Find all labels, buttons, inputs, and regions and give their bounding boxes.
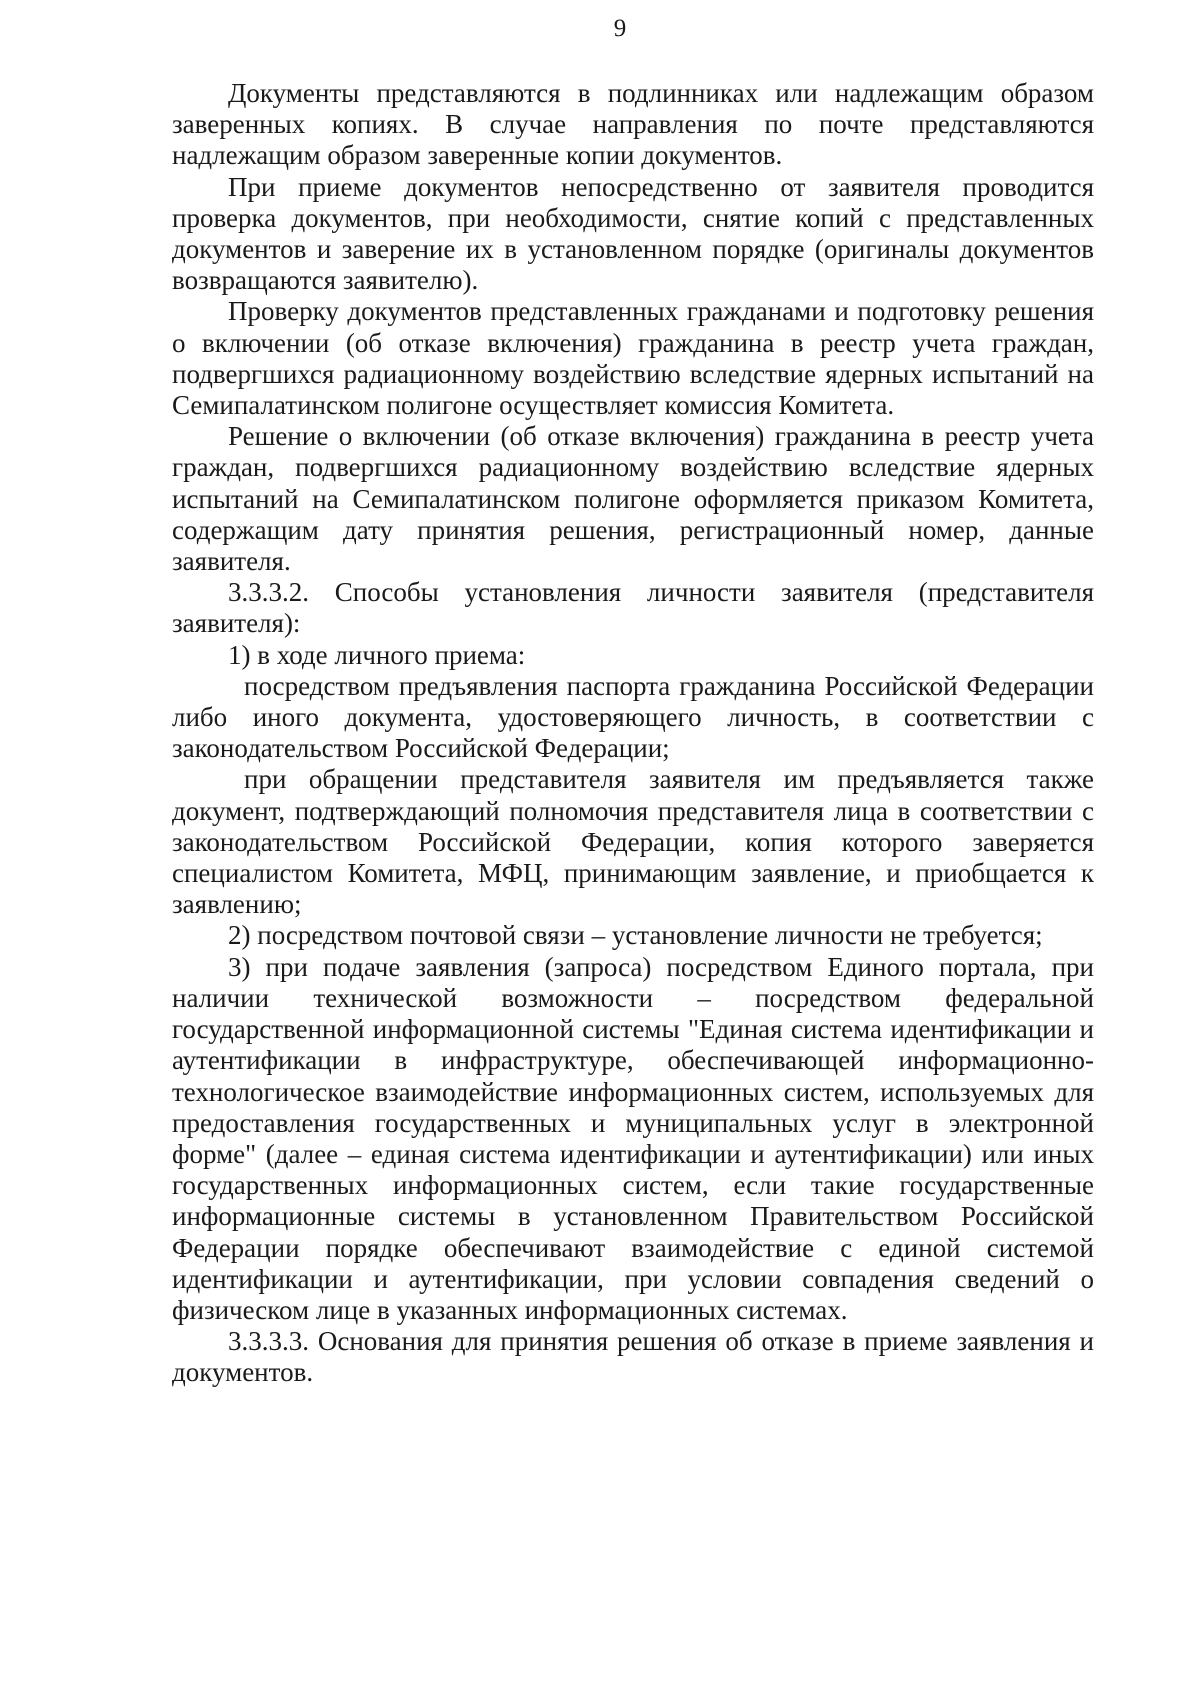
list-item-1-representative: при обращении представителя заявителя им предъявляется также документ, подтверждающий полномочия представителя лица в соответствии с законодательством Российской Федерации, копия которого заверяется специалистом Комитета, МФЦ, принимающим заявление, и приобщается к заявлению; [172, 764, 1094, 920]
paragraph-documents-check: При приеме документов непосредственно от заявителя проводится проверка документов, при необходимости, снятие копий с представленных документов и заверение их в установленном порядке (оригиналы документов возвращаются заявителю). [172, 171, 1094, 296]
paragraph-commission: Проверку документов представленных гражданами и подготовку решения о включении (об отказе включения) гражданина в реестр учета граждан, подвергшихся радиационному воздействию вследствие ядерных испытаний на Семипалатинском полигоне осуществляет комиссия Комитета. [172, 296, 1094, 421]
list-item-2: 2) посредством почтовой связи – установление личности не требуется; [228, 920, 1043, 951]
list-item-3: 3) при подаче заявления (запроса) посредством Единого портала, при наличии технической возможности – посредством федеральной государственной информационной системы "Единая система идентификации и аутентификации в инфраструктуре, обеспечивающей информационно-технологическое взаимодействие информационных систем, используемых для предоставления государственных и муниципальных услуг в электронной форме" (далее – единая система идентификации и аутентификации) или иных государственных информационных систем, если такие государственные информационные системы в установленном Правительством Российской Федерации порядке обеспечивают взаимодействие с единой системой идентификации и аутентификации, при условии совпадения сведений о физическом лице в указанных информационных системах. [172, 951, 1094, 1325]
section-3-3-3-3-heading: 3.3.3.3. Основания для принятия решения об отказе в приеме заявления и документов. [172, 1326, 1094, 1388]
page-number: 9 [613, 15, 627, 42]
paragraph-documents-originals: Документы представляются в подлинниках или надлежащим образом заверенных копиях. В случае направления по почте представляются надлежащим образом заверенные копии документов. [172, 78, 1094, 171]
list-item-1-passport: посредством предъявления паспорта гражданина Российской Федерации либо иного документа, удостоверяющего личность, в соответствии с законодательством Российской Федерации; [172, 670, 1094, 764]
paragraph-decision-order: Решение о включении (об отказе включения) гражданина в реестр учета граждан, подвергшихся радиационному воздействию вследствие ядерных испытаний на Семипалатинском полигоне оформляется приказом Комитета, содержащим дату принятия решения, регистрационный номер, данные заявителя. [172, 421, 1094, 577]
document-body [172, 78, 1094, 1389]
list-item-1: 1) в ходе личного приема: [228, 639, 526, 670]
section-3-3-3-2-heading: 3.3.3.2. Способы установления личности заявителя (представителя заявителя): [172, 577, 1094, 639]
